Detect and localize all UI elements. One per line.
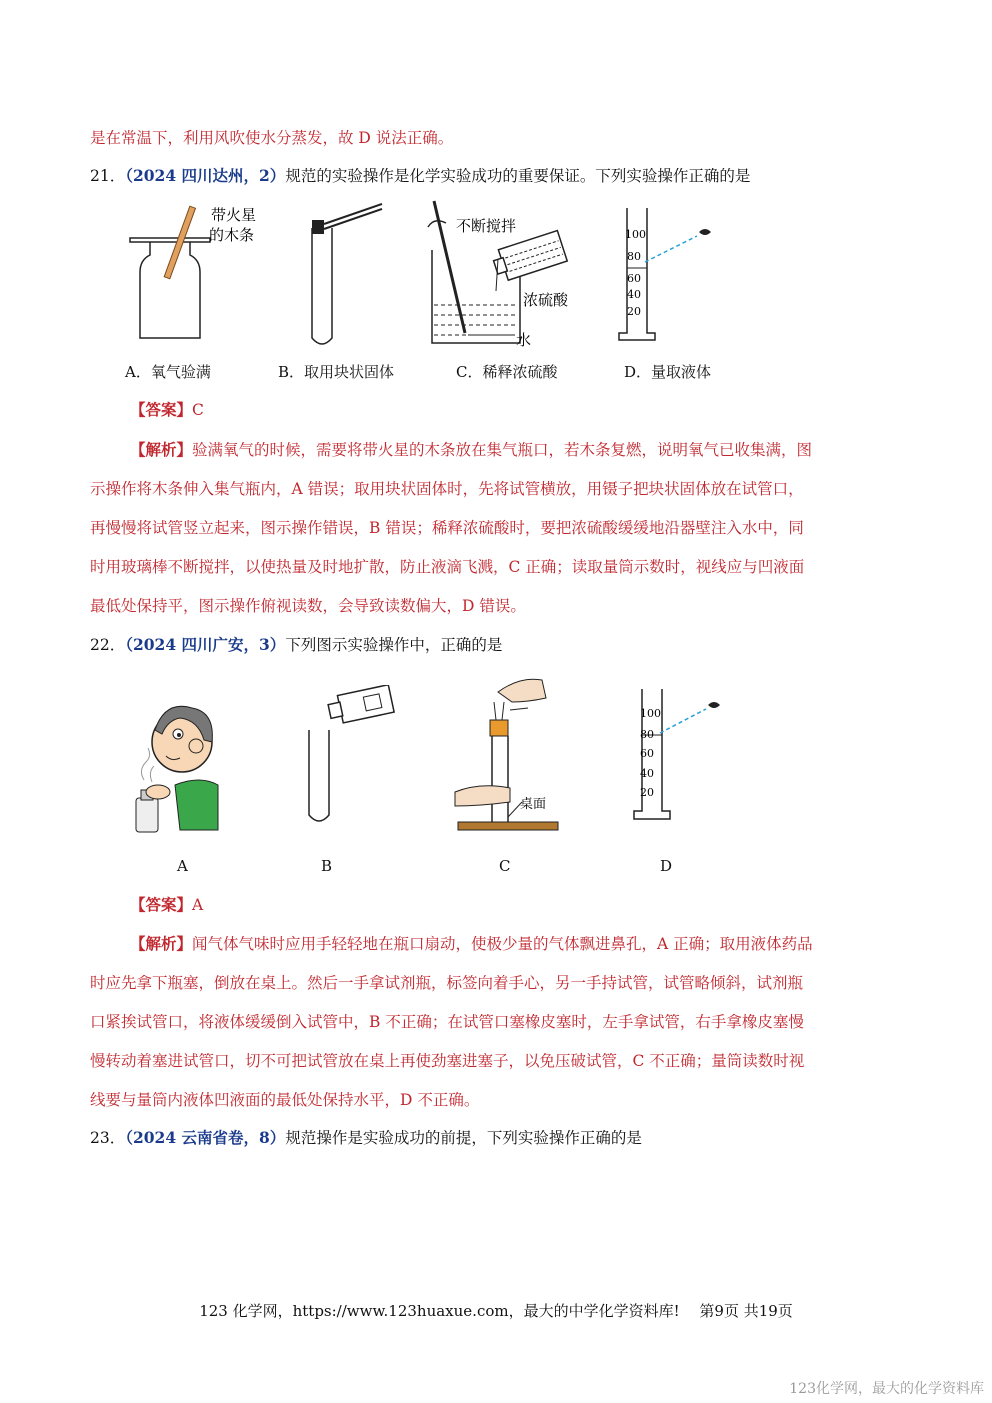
option-22-b: B	[321, 857, 333, 875]
option-22-d: D	[660, 857, 673, 875]
tick-20: 20	[627, 305, 641, 318]
answer-tag: 【答案】	[130, 895, 193, 914]
analysis-22-line-5: 线要与量筒内液体凹液面的最低处保持水平，D 不正确。	[90, 1091, 480, 1109]
option-21-a: A．氧气验满	[125, 363, 211, 381]
question-number: 23．	[90, 1129, 126, 1147]
stick-label: 带火星	[211, 206, 257, 224]
question-21-stem	[90, 166, 750, 186]
analysis-text: 闻气体气味时应用手轻轻地在瓶口扇动，使极少量的气体飘进鼻孔，A 正确；取用液体药品	[192, 935, 813, 953]
eye-icon	[699, 229, 711, 235]
analysis-tag: 【解析】	[130, 440, 193, 459]
question-source: （2024 四川广安，3）	[125, 635, 286, 654]
stick-label-2: 的木条	[209, 226, 255, 244]
figure-22-b-pour	[295, 685, 405, 830]
tick-60: 60	[627, 272, 641, 285]
analysis-21-line-4: 时用玻璃棒不断搅拌，以使热量及时地扩散，防止液滴飞溅，C 正确；读取量筒示数时，视线应与凹液面	[90, 558, 805, 576]
tick-40: 40	[640, 767, 654, 780]
option-21-b: B．取用块状固体	[278, 363, 395, 381]
analysis-text: 验满氧气的时候，需要将带火星的木条放在集气瓶口，若木条复燃，说明氧气已收集满，图	[192, 441, 813, 459]
figure-21-b-solid	[290, 200, 400, 350]
question-text: 规范的实验操作是化学实验成功的重要保证。下列实验操作正确的是	[285, 167, 751, 185]
question-source: （2024 云南省卷，8）	[125, 1128, 286, 1147]
analysis-22-line-2: 时应先拿下瓶塞，倒放在桌上。然后一手拿试剂瓶，标签向着手心，另一手持试管，试管略倾斜，试剂瓶	[90, 974, 804, 992]
question-text: 规范操作是实验成功的前提，下列实验操作正确的是	[285, 1129, 642, 1147]
rubber-stopper	[490, 720, 508, 736]
answer-value: C	[192, 401, 204, 419]
answer-tag: 【答案】	[130, 400, 193, 419]
analysis-22-line-4: 慢转动着塞进试管口，切不可把试管放在桌上再使劲塞进塞子，以免压破试管，C 不正确；量筒读数时视	[90, 1052, 805, 1070]
stir-label: 不断搅拌	[456, 217, 517, 235]
intro-line: 是在常温下，利用风吹使水分蒸发，故 D 说法正确。	[90, 129, 454, 147]
analysis-tag: 【解析】	[130, 934, 193, 953]
figure-22-d-cylinder	[630, 685, 760, 825]
analysis-22-line-3: 口紧挨试管口，将液体缓缓倒入试管中，B 不正确；在试管口塞橡皮塞时，左手拿试管，右手拿橡皮塞慢	[90, 1013, 804, 1031]
solid-block	[312, 220, 324, 234]
figure-22-a-smell	[130, 690, 225, 845]
question-22-stem	[90, 635, 502, 655]
desk-label: 桌面	[520, 797, 547, 812]
tick-100: 100	[640, 707, 661, 720]
analysis-22-line-1	[130, 934, 813, 954]
tick-80: 80	[627, 250, 641, 263]
question-source: （2024 四川达州，2）	[125, 166, 286, 185]
option-21-d: D．量取液体	[624, 363, 712, 381]
option-21-c: C．稀释浓硫酸	[456, 363, 558, 381]
option-22-c: C	[499, 857, 511, 875]
acid-label: 浓硫酸	[523, 291, 569, 309]
watermark: 123化学网，最大的化学资料库	[789, 1381, 984, 1397]
page-footer: 123 化学网，https://www.123huaxue.com，最大的中学化学资料库! 第9页 共19页	[199, 1302, 793, 1320]
analysis-21-line-5: 最低处保持平，图示操作俯视读数，会导致读数偏大，D 错误。	[90, 597, 526, 615]
question-number: 22．	[90, 636, 126, 654]
question-23-stem	[90, 1128, 642, 1148]
figure-21-d-cylinder	[615, 200, 745, 350]
tick-20: 20	[640, 786, 654, 799]
figure-22-c-stopper	[450, 672, 560, 842]
option-22-a: A	[177, 857, 188, 875]
tick-80: 80	[640, 728, 654, 741]
analysis-21-line-2: 示操作将木条伸入集气瓶内，A 错误；取用块状固体时，先将试管横放，用镊子把块状固体放在试管口，	[90, 480, 804, 498]
water-label: 水	[516, 331, 532, 349]
figure-21-a-oxygen-test	[125, 200, 275, 350]
figure-21-c-dilution	[420, 195, 590, 355]
tick-40: 40	[627, 288, 641, 301]
tick-60: 60	[640, 747, 654, 760]
tick-100: 100	[625, 228, 646, 241]
eye-icon	[708, 702, 720, 708]
question-number: 21．	[90, 167, 126, 185]
answer-21	[130, 400, 204, 420]
answer-22	[130, 895, 203, 915]
answer-value: A	[192, 896, 204, 914]
analysis-21-line-1	[130, 440, 812, 460]
analysis-21-line-3: 再慢慢将试管竖立起来，图示操作错误，B 错误；稀释浓硫酸时，要把浓硫酸缓缓地沿器壁注入水中，同	[90, 519, 804, 537]
question-text: 下列图示实验操作中，正确的是	[285, 636, 503, 654]
